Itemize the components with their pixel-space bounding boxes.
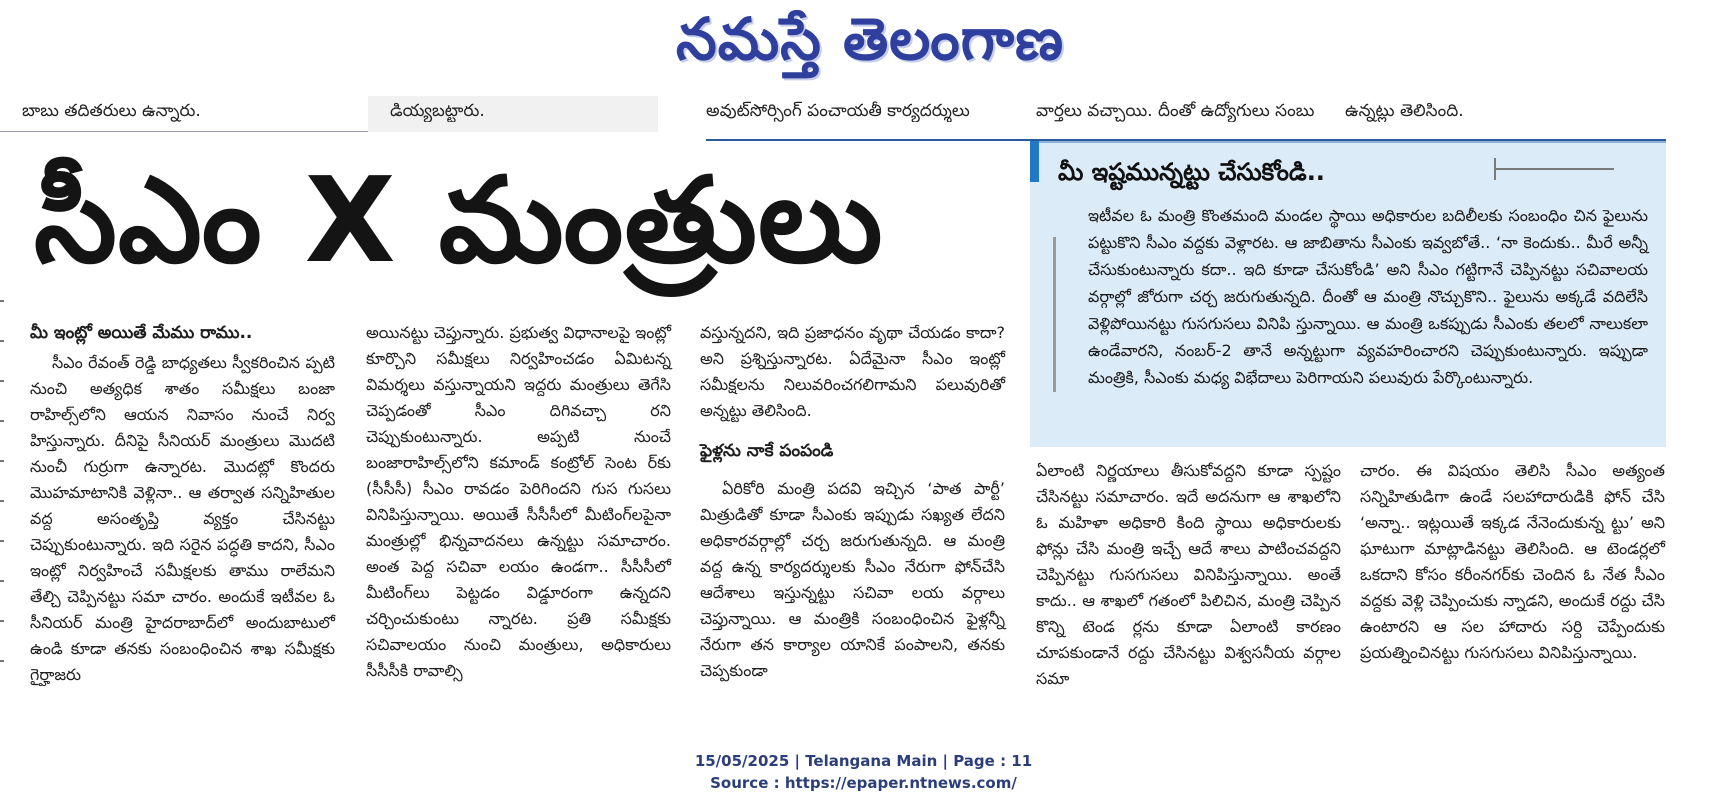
sidebar-box-title: మీ ఇష్టమున్నట్టు చేసుకోండి.. — [1058, 158, 1325, 186]
article-column-3 — [700, 320, 1005, 684]
article-column-2 — [366, 320, 671, 684]
column-2-paragraph: అయినట్టు చెప్తున్నారు. ప్రభుత్వ విధానాలపై ఇంట్లో కూర్చొని సమీక్షలు నిర్వహించడం ఏమిటన్న విమర్శలు వస్తున్నాయని ఇద్దరు మంత్రులు తెగేసి చెప్పడంతో సీఎం దిగివచ్చా రని చెప్పుకుంటున్నారు. అప్పటి నుంచే బంజారాహిల్స్‌లోని కమాండ్ కంట్రోల్ సెంట ర్‌కు (సీసీసీ) సీఎం రావడం పెరిగిందని గుస గుసలు వినిపిస్తున్నాయి. అయితే సీసీసీలో మీటింగ్‌లపైనా మంత్రుల్లో భిన్నవాదనలు ఉన్నట్టు సమాచారం. అంత పెద్ద సచివా లయం ఉండగా.. సీసీసీలో మీటింగ్‌లు పెట్టడం విడ్డూరంగా ఉన్నదని చర్చించుకుంటు న్నారట. ప్రతి సమీక్షకు సచివాలయం నుంచి మంత్రులు, అధికారులు సీసీసీకి రావాల్సి — [366, 323, 671, 680]
cut-line-5: ఉన్నట్లు తెలిసింది. — [1345, 101, 1464, 121]
footer-date-page: 15/05/2025 | Telangana Main | Page : 11 — [694, 752, 1033, 770]
column-3-paragraph: వస్తున్నదని, ఇది ప్రజాధనం వృథా చేయడం కాదా? అని ప్రశ్నిస్తున్నారట. ఏదేమైనా సీఎం ఇంట్లో సమీక్షలను నిలువరించగలిగామని పలువురితో అన్నట్టు తెలిసింది. — [700, 323, 1005, 420]
cut-line-2: డియ్యబట్టారు. — [390, 101, 485, 121]
column-3-subheading: ఫైళ్లను నాకే పంపండి — [700, 441, 834, 461]
column-1-paragraph: సీఎం రేవంత్ రెడ్డి బాధ్యతలు స్వీకరించిన ప్పటి నుంచి అత్యధిక శాతం సమీక్షలు బంజా రాహిల్స్‌లోని ఆయన నివాసం నుంచే నిర్వ హిస్తున్నారు. దీనిపై సీనియర్ మంత్రులు మొదటి నుంచీ గుర్రుగా ఉన్నారట. మొదట్లో కొందరు మొహమాటానికి వెళ్లినా.. ఆ తర్వాత సన్నిహితుల వద్ద అసంతృప్తి వ్యక్తం చేసినట్టు చెప్పుకుంటున్నారు. ఇది సరైన పద్ధతి కాదని, సీఎం ఇంట్లో నిర్వహించే సమీక్షలకు తాము రాలేమని తేల్చి చెప్పినట్టు సమా చారం. అందుకే ఇటీవల ఓ సీనియర్ మంత్రి హైదరాబాద్‌లో అందుబాటులో ఉండి కూడా తనకు సంబంధించిన శాఖ సమీక్షకు గైర్హాజరు — [30, 353, 335, 684]
sidebar-box-body: ఇటీవల ఓ మంత్రి కొంతమంది మండల స్థాయి అధికారుల బదిలీలకు సంబంధిం చిన ఫైలును పట్టుకొని సీఎం వద్దకు వెళ్లారట. ఆ జాబితాను సీఎంకు ఇవ్వబోతే.. ‘నా కెందుకు.. మీరే అన్నీ చేసుకుంటున్నారు కదా.. ఇది కూడా చేసుకోండి’ అని సీఎం గట్టిగానే చెప్పినట్టు సచివాలయ వర్గాల్లో జోరుగా చర్చ జరుగుతున్నది. దీంతో ఆ మంత్రి నొచ్చుకొని.. ఫైలును అక్కడే వదిలేసి వెళ్లిపోయినట్టు గుసగుసలు వినిపి స్తున్నాయి. ఆ మంత్రి ఒకప్పుడు సీఎంకు తలలో నాలుకలా ఉండేవారని, నంబర్-2 తానే అన్నట్టుగా వ్యవహరించారని చెప్పుకుంటున్నారు. ఇప్పుడా మంత్రికి, సీఎంకు మధ్య విభేదాలు పెరిగాయని పలువురు పేర్కొంటున్నారు. — [1088, 206, 1648, 387]
article-column-5 — [1360, 458, 1665, 666]
sidebar-ornament-line — [1494, 168, 1614, 170]
column-4-paragraph: ఏలాంటి నిర్ణయాలు తీసుకోవద్దని కూడా స్పష్టం చేసినట్టు సమాచారం. ఇదే అదనుగా ఆ శాఖలోని ఓ మహిళా అధికారి కింది స్థాయి అధికారులకు ఫోన్లు చేసి మంత్రి ఇచ్చే ఆదే శాలు పాటించవద్దని చెప్పినట్టు గుసగుసలు వినిపిస్తున్నాయి. అంతే కాదు.. ఆ శాఖలో గతంలో పిలిచిన, మంత్రి చెప్పిన కొన్ని టెండ ర్లను కూడా ఏలాంటి కారణం చూపకుండానే రద్దు చేసినట్టు విశ్వసనీయ వర్గాల సమా — [1036, 461, 1341, 688]
sidebar-box-accent — [1030, 141, 1039, 182]
column-5-paragraph: చారం. ఈ విషయం తెలిసి సీఎం అత్యంత సన్నిహితుడిగా ఉండే సలహాదారుడికి ఫోన్ చేసి ‘అన్నా.. ఇట్లయితే ఇక్కడ నేనెందుకున్న ట్టు’ అని ఘాటుగా మాట్లాడినట్టు తెలిసింది. ఆ టెండర్లలో ఒకదాని కోసం కరీంనగర్‌కు చెందిన ఓ నేత సీఎం వద్దకు వెళ్లి చెప్పించుకు న్నాడని, అందుకే రద్దు చేసి ఉంటారని ఆ సల హాదారు సర్ది చెప్పేందుకు ప్రయత్నించినట్టు గుసగుసలు వినిపిస్తున్నాయి. — [1360, 461, 1665, 662]
divider-rule-left — [0, 131, 368, 132]
sidebar-quote-bar — [1053, 237, 1056, 392]
cut-line-3: అవుట్‌సోర్సింగ్ పంచాయతీ కార్యదర్శులు — [706, 101, 970, 121]
margin-ticks — [0, 300, 5, 720]
footer-source: Source : https://epaper.ntnews.com/ — [710, 774, 1017, 792]
headline: సీఎం X మంత్రులు — [34, 151, 884, 289]
article-column-4 — [1036, 458, 1341, 692]
cut-line-1: బాబు తదితరులు ఉన్నారు. — [22, 101, 201, 121]
masthead-logo: నమస్తే తెలంగాణ — [676, 5, 1064, 73]
column-1-subheading: మీ ఇంట్లో అయితే మేము రాము.. — [30, 323, 253, 343]
footer — [0, 750, 1727, 794]
cut-line-4: వార్తలు వచ్చాయి. దీంతో ఉద్యోగులు సంబు — [1036, 101, 1315, 121]
article-column-1 — [30, 320, 335, 688]
sidebar-ornament-tick — [1494, 158, 1496, 180]
column-3-paragraph-2: ఏరికోరి మంత్రి పదవి ఇచ్చిన ‘పాత పార్టీ’ మిత్రుడితో కూడా సీఎంకు ఇప్పుడు సఖ్యత లేదని అధికారవర్గాల్లో చర్చ జరుగుతున్నది. ఆ మంత్రి వద్ద ఉన్న కార్యదర్శులకు సీఎం నేరుగా ఫోన్‌చేసి ఆదేశాలు ఇస్తున్నట్టు సచివా లయ వర్గాలు చెప్తున్నాయి. ఆ మంత్రికి సంబంధించిన ఫైళ్లన్నీ నేరుగా తన కార్యాల యానికే పంపాలని, తనకు చెప్పకుండా — [700, 479, 1005, 680]
